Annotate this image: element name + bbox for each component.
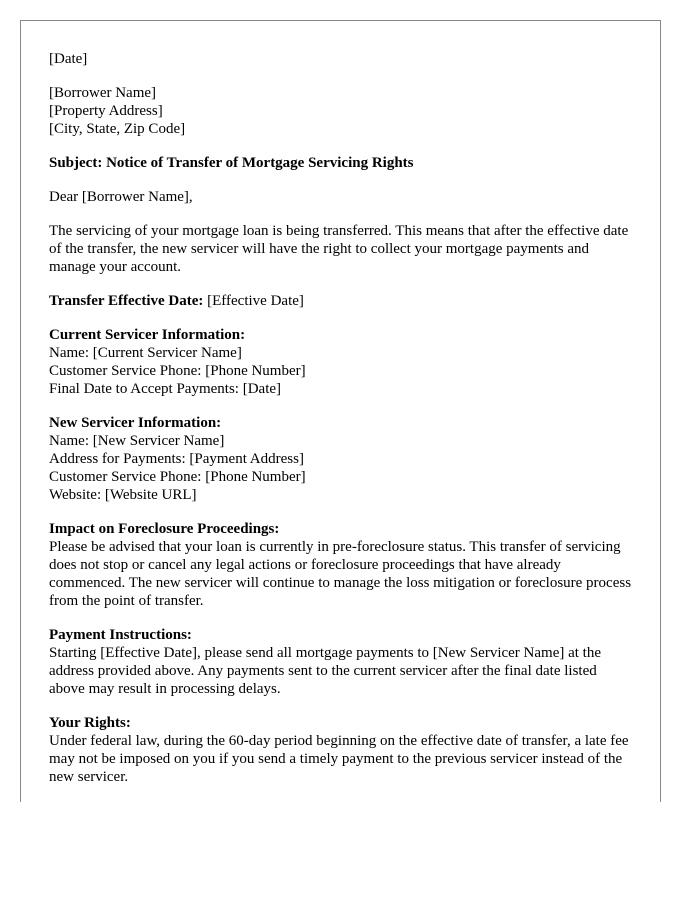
transfer-effective-date-value: [Effective Date] bbox=[203, 293, 304, 309]
letter-date: [Date] bbox=[49, 51, 88, 67]
letter-page bbox=[20, 20, 661, 802]
current-servicer-section bbox=[49, 326, 632, 398]
current-servicer-phone: Customer Service Phone: [Phone Number] bbox=[49, 363, 306, 379]
letter-subject-text: Subject: Notice of Transfer of Mortgage Servicing Rights bbox=[49, 155, 414, 171]
letter-salutation: Dear [Borrower Name], bbox=[49, 189, 193, 205]
letter-intro-paragraph: The servicing of your mortgage loan is being transferred. This means that after the effective date of the transfer, the new servicer will have the right to collect your mortgage payments and manage your account. bbox=[49, 223, 629, 275]
payment-instructions-section bbox=[49, 626, 632, 698]
your-rights-section bbox=[49, 714, 632, 786]
payment-instructions-heading: Payment Instructions: bbox=[49, 627, 192, 643]
your-rights-heading: Your Rights: bbox=[49, 715, 131, 731]
payment-instructions-body: Starting [Effective Date], please send all mortgage payments to [New Servicer Name] at the address provided above. Any payments sent to the current servicer after the final date listed above may result in processing delays. bbox=[49, 645, 602, 697]
new-servicer-section bbox=[49, 414, 632, 504]
new-servicer-payment-address: Address for Payments: [Payment Address] bbox=[49, 451, 304, 467]
foreclosure-heading: Impact on Foreclosure Proceedings: bbox=[49, 521, 280, 537]
current-servicer-name: Name: [Current Servicer Name] bbox=[49, 345, 242, 361]
new-servicer-heading: New Servicer Information: bbox=[49, 415, 222, 431]
new-servicer-name: Name: [New Servicer Name] bbox=[49, 433, 225, 449]
current-servicer-heading: Current Servicer Information: bbox=[49, 327, 246, 343]
letter-subject bbox=[49, 154, 632, 172]
foreclosure-body: Please be advised that your loan is currently in pre-foreclosure status. This transfer of servicing does not stop or cancel any legal actions or foreclosure proceedings that have already commenced. The new servicer will continue to manage the loss mitigation or foreclosure process from the point of transfer. bbox=[49, 539, 632, 609]
new-servicer-website: Website: [Website URL] bbox=[49, 487, 197, 503]
your-rights-body: Under federal law, during the 60-day period beginning on the effective date of transfer, a late fee may not be imposed on you if you send a timely payment to the previous servicer instead of the new servicer. bbox=[49, 733, 629, 785]
new-servicer-phone: Customer Service Phone: [Phone Number] bbox=[49, 469, 306, 485]
foreclosure-section bbox=[49, 520, 632, 610]
transfer-effective-date-label: Transfer Effective Date: bbox=[49, 293, 204, 309]
current-servicer-final-date: Final Date to Accept Payments: [Date] bbox=[49, 381, 282, 397]
transfer-effective-date bbox=[49, 292, 632, 310]
recipient-city-state-zip: [City, State, Zip Code] bbox=[49, 121, 186, 137]
recipient-property-address: [Property Address] bbox=[49, 103, 163, 119]
recipient-name: [Borrower Name] bbox=[49, 85, 157, 101]
recipient-address-block bbox=[49, 84, 632, 138]
